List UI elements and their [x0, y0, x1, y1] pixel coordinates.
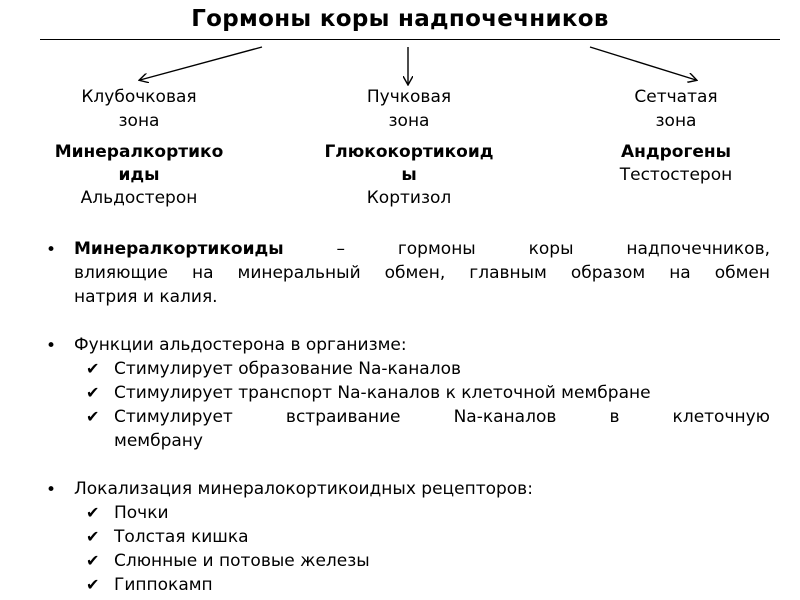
functions-heading: Функции альдостерона в организме:: [74, 335, 407, 355]
zone-name: Сетчатая: [634, 87, 718, 107]
bullet-icon: •: [46, 240, 57, 260]
check-icon: ✔: [86, 503, 100, 522]
zone-name: Клубочковая: [81, 87, 197, 107]
check-icon: ✔: [86, 527, 100, 546]
check-icon: ✔: [86, 551, 100, 570]
list-item: ✔ Стимулирует встраивание Na-каналов в клеточную мембрану: [86, 407, 770, 451]
list-item: ✔ Стимулирует образование Na-каналов: [86, 359, 462, 379]
zone-hormone: Глюкокортикоид: [324, 142, 494, 162]
definition-line-3: натрия и калия.: [74, 287, 218, 307]
zone-hormone: Андрогены: [620, 142, 731, 162]
definition-term: Минералкортикоиды: [74, 239, 284, 259]
zone-name-line2: зона: [655, 111, 697, 131]
zone-hormone: Минералкортико: [54, 142, 224, 162]
list-item: ✔ Слюнные и потовые железы: [86, 551, 370, 571]
zone-example: Альдостерон: [80, 188, 198, 208]
bullet-icon: •: [46, 480, 57, 500]
arrow-right: [590, 47, 696, 80]
list-item: ✔ Почки: [86, 503, 169, 523]
arrow-left: [140, 47, 262, 80]
page-title: Гормоны коры надпочечников: [191, 6, 609, 32]
zone-example: Тестостерон: [619, 165, 733, 185]
check-icon: ✔: [86, 383, 100, 402]
definition-paragraph: [74, 237, 770, 309]
zone-hormone-line2: ы: [401, 165, 417, 185]
zone-name-line2: зона: [388, 111, 430, 131]
check-icon: ✔: [86, 575, 100, 594]
localization-heading: Локализация минералокортикоидных рецепторов:: [74, 479, 533, 499]
zone-reticular: [596, 85, 756, 187]
list-item: ✔ Стимулирует транспорт Na-каналов к клеточной мембране: [86, 383, 651, 403]
zone-fascicular: [306, 85, 512, 210]
zone-example: Кортизол: [366, 188, 452, 208]
list-item: ✔ Толстая кишка: [86, 527, 249, 547]
check-icon: ✔: [86, 407, 100, 426]
zone-hormone-line2: иды: [118, 165, 160, 185]
zone-glomerular: [36, 85, 242, 210]
branch-arrows: [0, 0, 800, 90]
definition-line-1: Минералкортикоиды – гормоны коры надпочечников,: [74, 239, 770, 259]
definition-line-2: влияющие на минеральный обмен, главным образом на обмен: [74, 263, 770, 283]
zone-name: Пучковая: [366, 87, 452, 107]
zone-name-line2: зона: [118, 111, 160, 131]
list-item: ✔ Гиппокамп: [86, 575, 213, 595]
bullet-icon: •: [46, 336, 57, 356]
check-icon: ✔: [86, 359, 100, 378]
